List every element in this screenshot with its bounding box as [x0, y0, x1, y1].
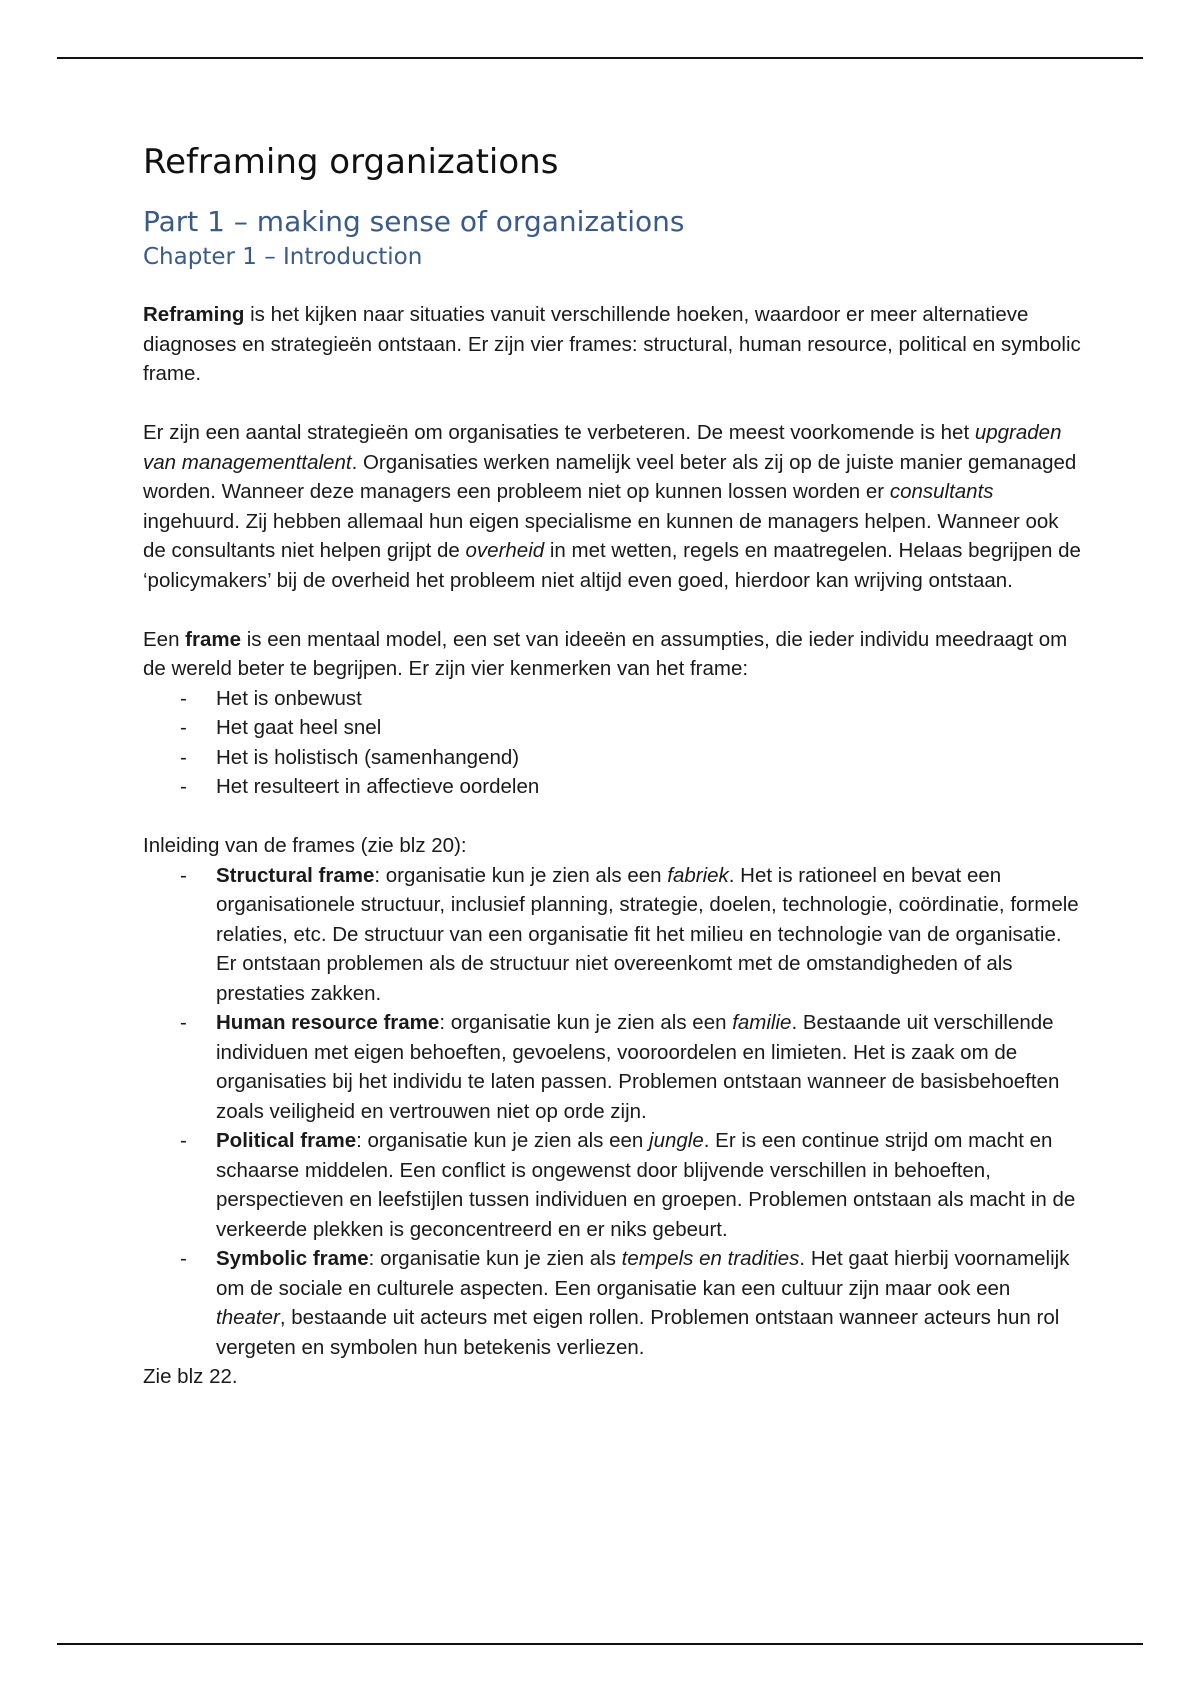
paragraph-frame-definition: Een frame is een mentaal model, een set van ideeën en assumpties, die ieder individu meedraagt om de wereld beter te begrijpen. Er zijn vier kenmerken van het frame: — [143, 627, 1068, 680]
frame-item-symbolic: - Symbolic frame: organisatie kun je zien als tempels en tradities. Het gaat hierbij voornamelijk om de sociale en culturele aspecten. Een organisatie kan een cultuur zijn maar ook een theater, bestaande uit acteurs met eigen rollen. Problemen ontstaan wanneer acteurs hun rol vergeten en symbolen hun betekenis verliezen. — [143, 1244, 1083, 1362]
frame-item-human-resource: - Human resource frame: organisatie kun je zien als een familie. Bestaande uit verschillende individuen met eigen behoeften, gevoelens, vooroordelen en limieten. Het is zaak om de organisaties bij het individu te laten passen. Problemen ontstaan wanneer de basisbehoeften zoals veiligheid en vertrouwen niet op orde zijn. — [143, 1008, 1083, 1126]
bottom-rule — [57, 1643, 1143, 1645]
closing-note: Zie blz 22. — [143, 1365, 238, 1388]
term-frame: frame — [185, 627, 242, 651]
top-rule — [57, 57, 1143, 59]
document-title: Reframing organizations — [143, 142, 559, 182]
term-reframing: Reframing — [143, 303, 245, 326]
list-item: - Het is onbewust — [143, 684, 1083, 714]
list-item: - Het gaat heel snel — [143, 713, 1083, 743]
paragraph-reframing: Reframing is het kijken naar situaties vanuit verschillende hoeken, waardoor er meer alternatieve diagnoses en strategieën ontstaan. Er zijn vier frames: structural, human resource, political en symbolic frame. — [143, 303, 1081, 385]
frames-list — [143, 861, 1083, 1363]
frame-traits-list — [143, 684, 1083, 802]
chapter-heading: Chapter 1 – Introduction — [143, 244, 423, 270]
frame-item-political: - Political frame: organisatie kun je zien als een jungle. Er is een continue strijd om macht en schaarse middelen. Een conflict is ongewenst door blijvende verschillen in behoeften, perspectieven en leefstijlen tussen individuen en groepen. Problemen ontstaan als macht in de verkeerde plekken is geconcentreerd en er niks gebeurt. — [143, 1126, 1083, 1244]
list-item: - Het resulteert in affectieve oordelen — [143, 772, 1083, 802]
emphasis-overheid: overheid — [465, 539, 545, 562]
frame-item-structural: - Structural frame: organisatie kun je zien als een fabriek. Het is rationeel en bevat een organisationele structuur, inclusief planning, strategie, doelen, technologie, coördinatie, formele relaties, etc. De structuur van een organisatie fit het milieu en technologie van de organisatie. Er ontstaan problemen als de structuur niet overeenkomt met de omstandigheden of als prestaties zakken. — [143, 861, 1083, 1009]
emphasis-consultants: consultants — [889, 480, 994, 503]
intro-frames-label: Inleiding van de frames (zie blz 20): — [143, 834, 467, 857]
emphasis-managementtalent: upgraden van managementtalent — [143, 421, 1062, 474]
paragraph-strategies: Er zijn een aantal strategieën om organisaties te verbeteren. De meest voorkomende is het upgraden van managementtalent. Organisaties werken namelijk veel beter als zij op de juiste manier gemanaged worden. Wanneer deze managers een probleem niet op kunnen lossen worden er consultants ingehuurd. Zij hebben allemaal hun eigen specialisme en kunnen de managers helpen. Wanneer ook de consultants niet helpen grijpt de overheid in met wetten, regels en maatregelen. Helaas begrijpen de ‘policymakers’ bij de overheid het probleem niet altijd even goed, hierdoor kan wrijving ontstaan. — [143, 421, 1081, 592]
part-heading: Part 1 – making sense of organizations — [143, 205, 685, 238]
list-item: - Het is holistisch (samenhangend) — [143, 743, 1083, 773]
document-page — [143, 140, 1083, 1392]
